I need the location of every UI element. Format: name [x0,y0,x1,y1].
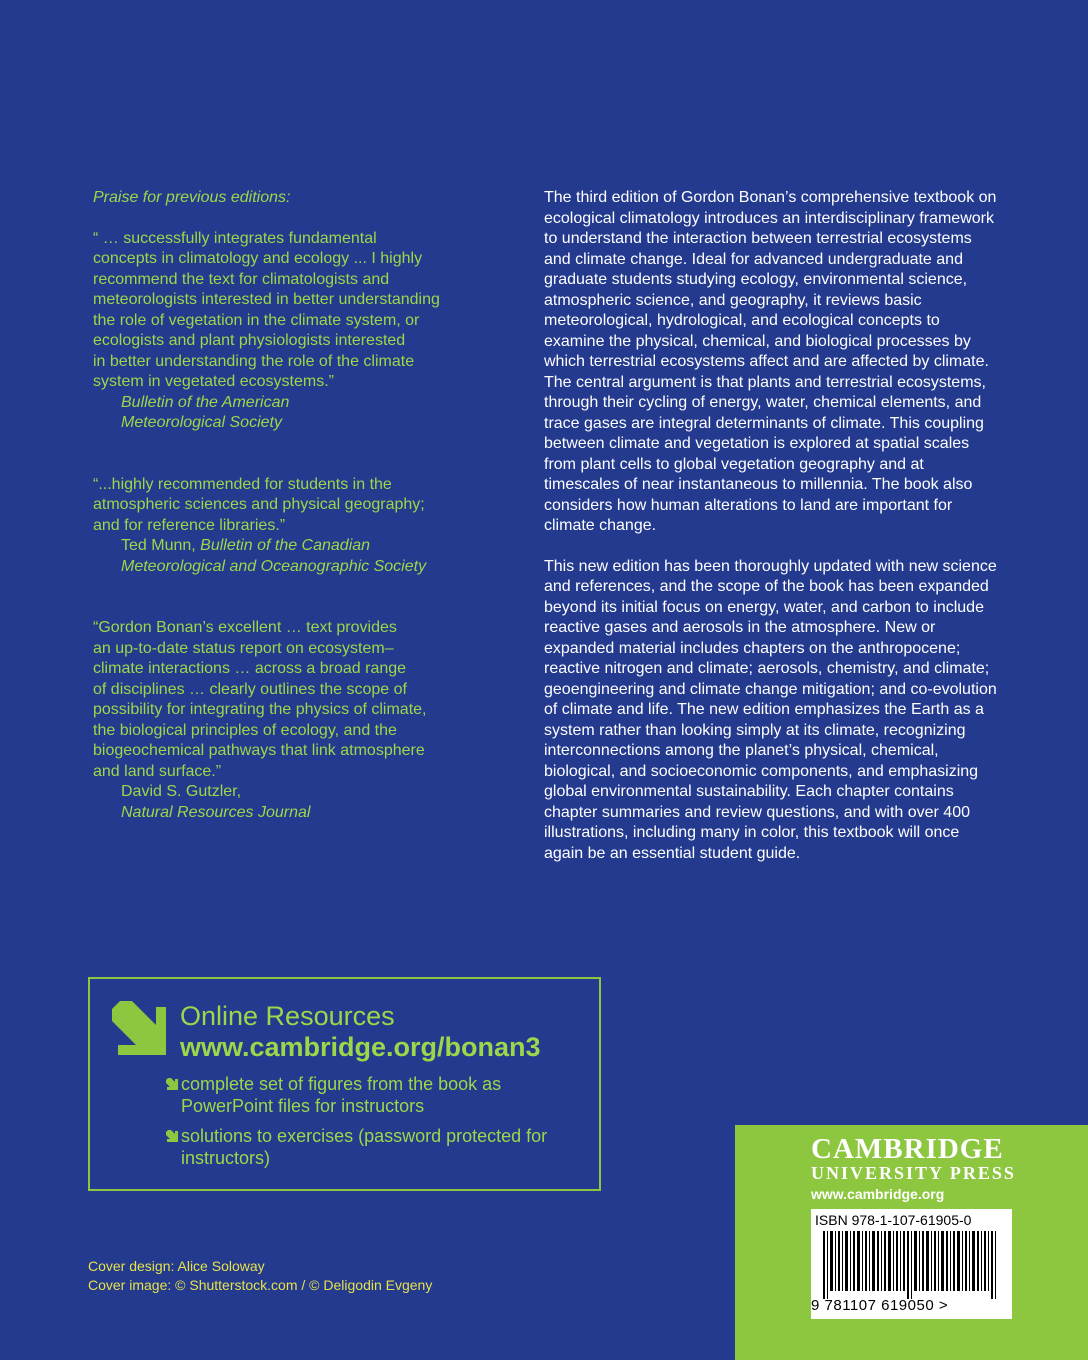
quote-line: concepts in climatology and ecology ... I highly [93,250,423,267]
quote-line: biogeochemical pathways that link atmosphere [93,742,425,759]
publisher-name: CAMBRIDGE [811,1133,1004,1165]
publisher-block [735,1125,1088,1360]
quote-attribution: Meteorological Society [121,414,282,431]
list-item [166,1125,586,1169]
small-arrow-icon [166,1078,178,1090]
quote-attribution: Natural Resources Journal [121,803,311,821]
praise-quote-3 [93,618,453,823]
quote-line: recommend the text for climatologists and [93,270,390,288]
isbn-barcode [811,1209,1012,1319]
online-resources-box [88,977,601,1191]
praise-column [93,188,453,823]
quote-attribution: Ted Munn, Bulletin of the Canadian [121,537,371,554]
praise-quote-2 [93,475,453,578]
quote-line: and for reference libraries.” [93,516,286,534]
quote-line: “ … successfully integrates fundamental [93,229,377,247]
description-paragraph: This new edition has been thoroughly updated with new science and references, and the scope of the book has been expanded beyond its initial focus on energy, water, and carbon to include reactive gases and aerosols in the atmosphere. New or expanded material includes chapters on the anthropocene; reactive nitrogen and climate; aerosols, chemistry, and climate; geoengineering and climate change mitigation; and co-evolution of climate and life. The new edition emphasizes the Earth as a system rather than looking simply at its climate, recognizing interconnections among the planet’s physical, chemical, biological, and socioeconomic components, and emphasizing global environmental sustainability. Each chapter contains chapter summaries and review questions, and with over 400 illustrations, including many in color, this textbook will once again be an essential student guide. [544,557,997,862]
isbn-text: ISBN 978-1-107-61905-0 [815,1212,972,1228]
description-paragraph: The third edition of Gordon Bonan’s comprehensive textbook on ecological climatology introduces an interdisciplinary framework to understand the interaction between terrestrial ecosystems and climate change. Ideal for advanced undergraduate and graduate students studying ecology, environmental science, atmospheric science, and geography, it reviews basic meteorological, hydrological, and ecological concepts to examine the physical, chemical, and biological processes by which terrestrial ecosystems affect and are affected by climate. The central argument is that plants and terrestrial ecosystems, through their cycling of energy, water, chemical elements, and trace gases are integral determinants of climate. This coupling between climate and vegetation is explored at spatial scales from plant cells to global vegetation geography and at timescales of near instantaneous to millennia. The book also considers how human alterations to land are important for climate change. [544,189,997,534]
cover-credits [88,1257,432,1295]
online-list [166,1073,586,1177]
quote-line: and land surface.” [93,762,222,780]
barcode-digits: 9 781107 619050 > [811,1297,949,1314]
quote-line: “Gordon Bonan’s excellent … text provides [93,619,397,636]
small-arrow-icon [166,1130,178,1142]
book-description [544,188,1000,884]
publisher-url: www.cambridge.org [811,1186,945,1202]
online-url[interactable]: www.cambridge.org/bonan3 [180,1032,541,1062]
publisher-subtitle: UNIVERSITY PRESS [811,1163,1016,1183]
praise-heading: Praise for previous editions: [93,189,291,206]
quote-attribution: Bulletin of the American [121,393,290,411]
list-item [166,1073,586,1117]
quote-line: ecologists and plant physiologists interested [93,332,406,349]
quote-line: in better understanding the role of the climate [93,352,415,370]
quote-line: of disciplines … clearly outlines the scope of [93,680,407,698]
quote-text [93,618,453,782]
quote-line: possibility for integrating the physics of climate, [93,701,427,718]
quote-attribution: David S. Gutzler, [121,783,242,800]
list-item-text: solutions to exercises (password protected for instructors) [181,1126,548,1168]
quote-line: climate interactions … across a broad range [93,660,407,677]
arrow-down-right-icon [112,1001,166,1055]
quote-line: atmospheric sciences and physical geography; [93,496,425,513]
quote-line: system in vegetated ecosystems.” [93,373,334,390]
list-item-text: complete set of figures from the book as PowerPoint files for instructors [181,1074,502,1116]
quote-attribution: Meteorological and Oceanographic Society [121,557,427,575]
quote-line: “...highly recommended for students in the [93,475,392,493]
quote-text [93,229,453,393]
quote-line: the role of vegetation in the climate system, or [93,311,420,329]
cover-image-credit: Cover image: © Shutterstock.com / © Deligodin Evgeny [88,1277,433,1293]
quote-line: an up-to-date status report on ecosystem– [93,639,394,657]
cover-design-credit: Cover design: Alice Soloway [88,1258,265,1274]
praise-quote-1 [93,229,453,434]
quote-text [93,475,453,537]
quote-line: meteorologists interested in better understanding [93,291,440,308]
barcode-icon [811,1231,1012,1299]
online-title: Online Resources [180,1001,395,1031]
quote-line: the biological principles of ecology, and the [93,721,397,739]
